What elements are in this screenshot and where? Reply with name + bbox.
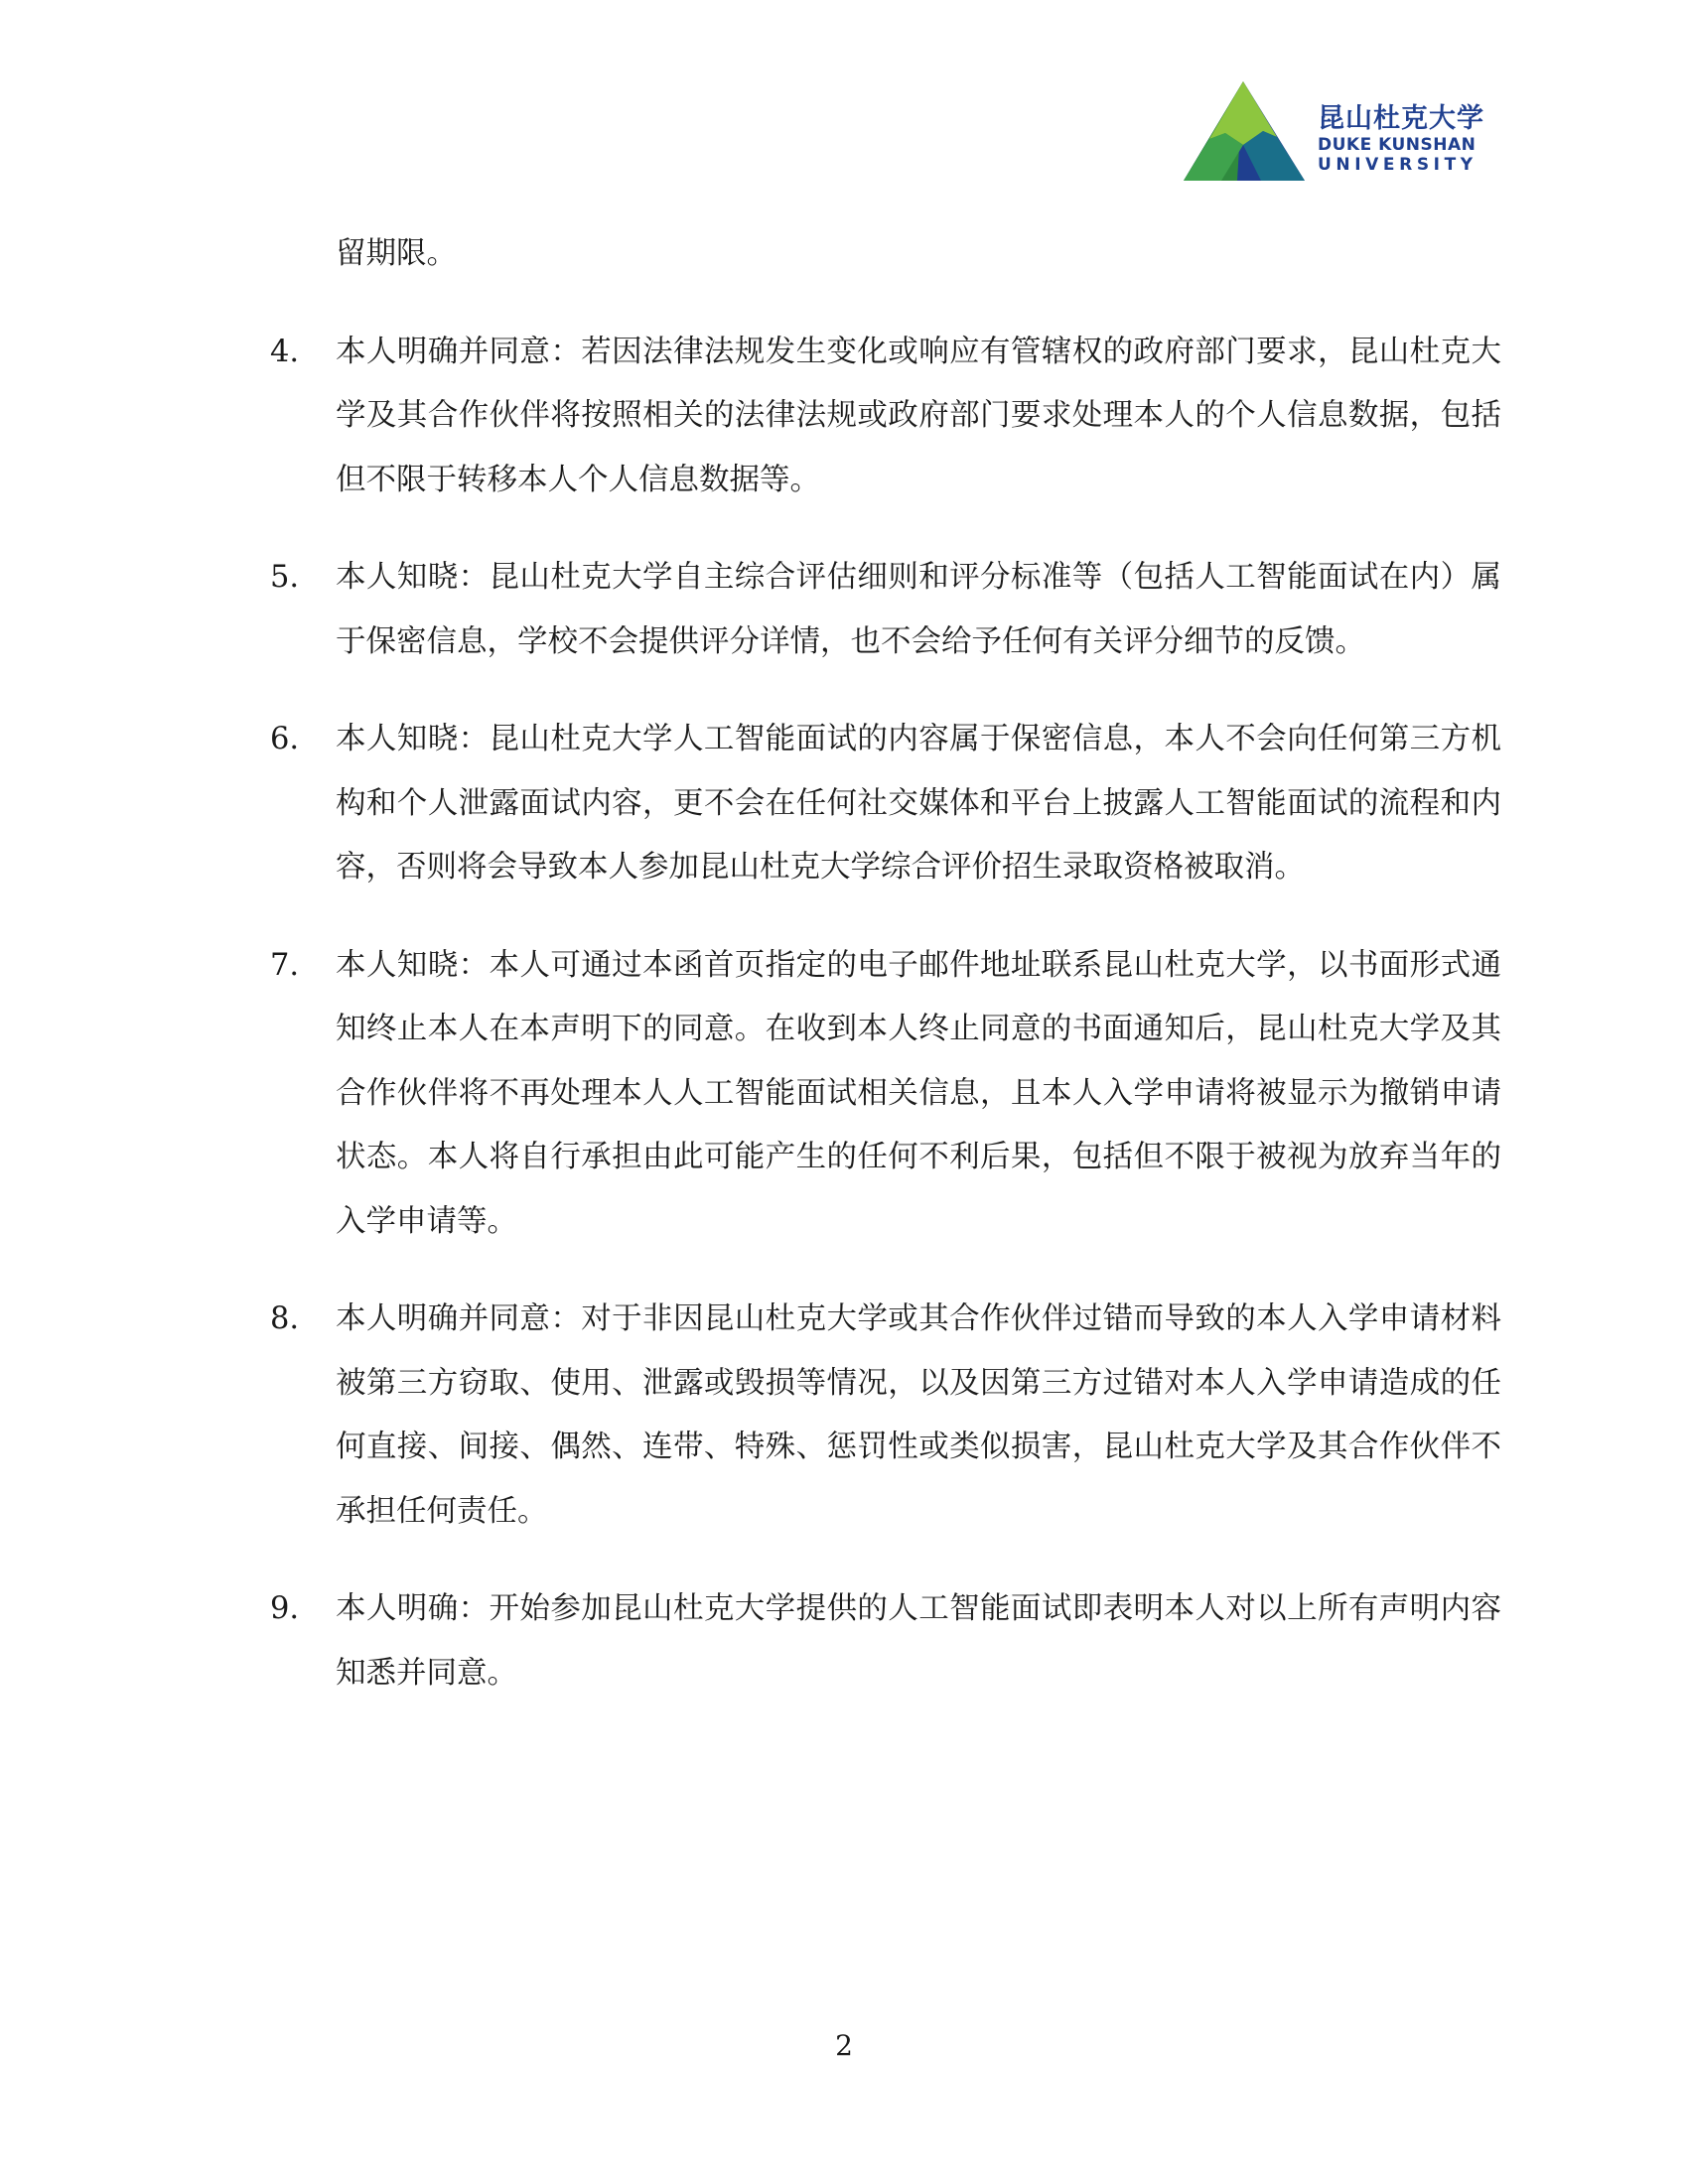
list-item-9 — [270, 1577, 1501, 1706]
continuation-text: 留期限。 — [336, 236, 457, 271]
list-item-8 — [270, 1288, 1501, 1544]
list-item-6 — [270, 708, 1501, 900]
page-number: 2 — [835, 2029, 853, 2062]
list-item-number: 6. — [270, 722, 300, 756]
list-item-number: 8. — [270, 1301, 300, 1336]
list-item-4 — [270, 321, 1501, 513]
list-item-5 — [270, 546, 1501, 674]
list-item-number: 9. — [270, 1591, 300, 1626]
list-item-text: 本人知晓：昆山杜克大学人工智能面试的内容属于保密信息，本人不会向任何第三方机构和个人泄露面试内容，更不会在任何社交媒体和平台上披露人工智能面试的流程和内容，否则将会导致本人参加昆山杜克大学综合评价招生录取资格被取消。 — [336, 722, 1501, 885]
list-item-text: 本人明确并同意：对于非因昆山杜克大学或其合作伙伴过错而导致的本人入学申请材料被第三方窃取、使用、泄露或毁损等情况，以及因第三方过错对本人入学申请造成的任何直接、间接、偶然、连带、特殊、惩罚性或类似损害，昆山杜克大学及其合作伙伴不承担任何责任。 — [336, 1301, 1501, 1529]
list-item-number: 4. — [270, 334, 300, 369]
list-item-number: 7. — [270, 947, 300, 983]
mountain-logo-icon — [1182, 79, 1309, 183]
list-item-text: 本人知晓：本人可通过本函首页指定的电子邮件地址联系昆山杜克大学，以书面形式通知终止本人在本声明下的同意。在收到本人终止同意的书面通知后，昆山杜克大学及其合作伙伴将不再处理本人人工智能面试相关信息，且本人入学申请将被显示为撤销申请状态。本人将自行承担由此可能产生的任何不利后果，包括但不限于被视为放弃当年的入学申请等。 — [336, 947, 1501, 1239]
university-logo — [1182, 79, 1499, 189]
list-item-text: 本人知晓：昆山杜克大学自主综合评估细则和评分标准等（包括人工智能面试在内）属于保密信息，学校不会提供评分详情，也不会给予任何有关评分细节的反馈。 — [336, 560, 1501, 659]
list-item-number: 5. — [270, 560, 300, 595]
document-body — [270, 222, 1501, 1739]
logo-chinese-name: 昆山杜克大学 — [1318, 103, 1484, 134]
list-item-text: 本人明确并同意：若因法律法规发生变化或响应有管辖权的政府部门要求，昆山杜克大学及其合作伙伴将按照相关的法律法规或政府部门要求处理本人的个人信息数据，包括但不限于转移本人个人信息数据等。 — [336, 334, 1501, 497]
list-item-7 — [270, 934, 1501, 1255]
list-item-text: 本人明确：开始参加昆山杜克大学提供的人工智能面试即表明本人对以上所有声明内容知悉并同意。 — [336, 1591, 1501, 1691]
logo-english-name-line2: UNIVERSITY — [1318, 155, 1477, 175]
logo-english-name-line1: DUKE KUNSHAN — [1318, 135, 1477, 155]
